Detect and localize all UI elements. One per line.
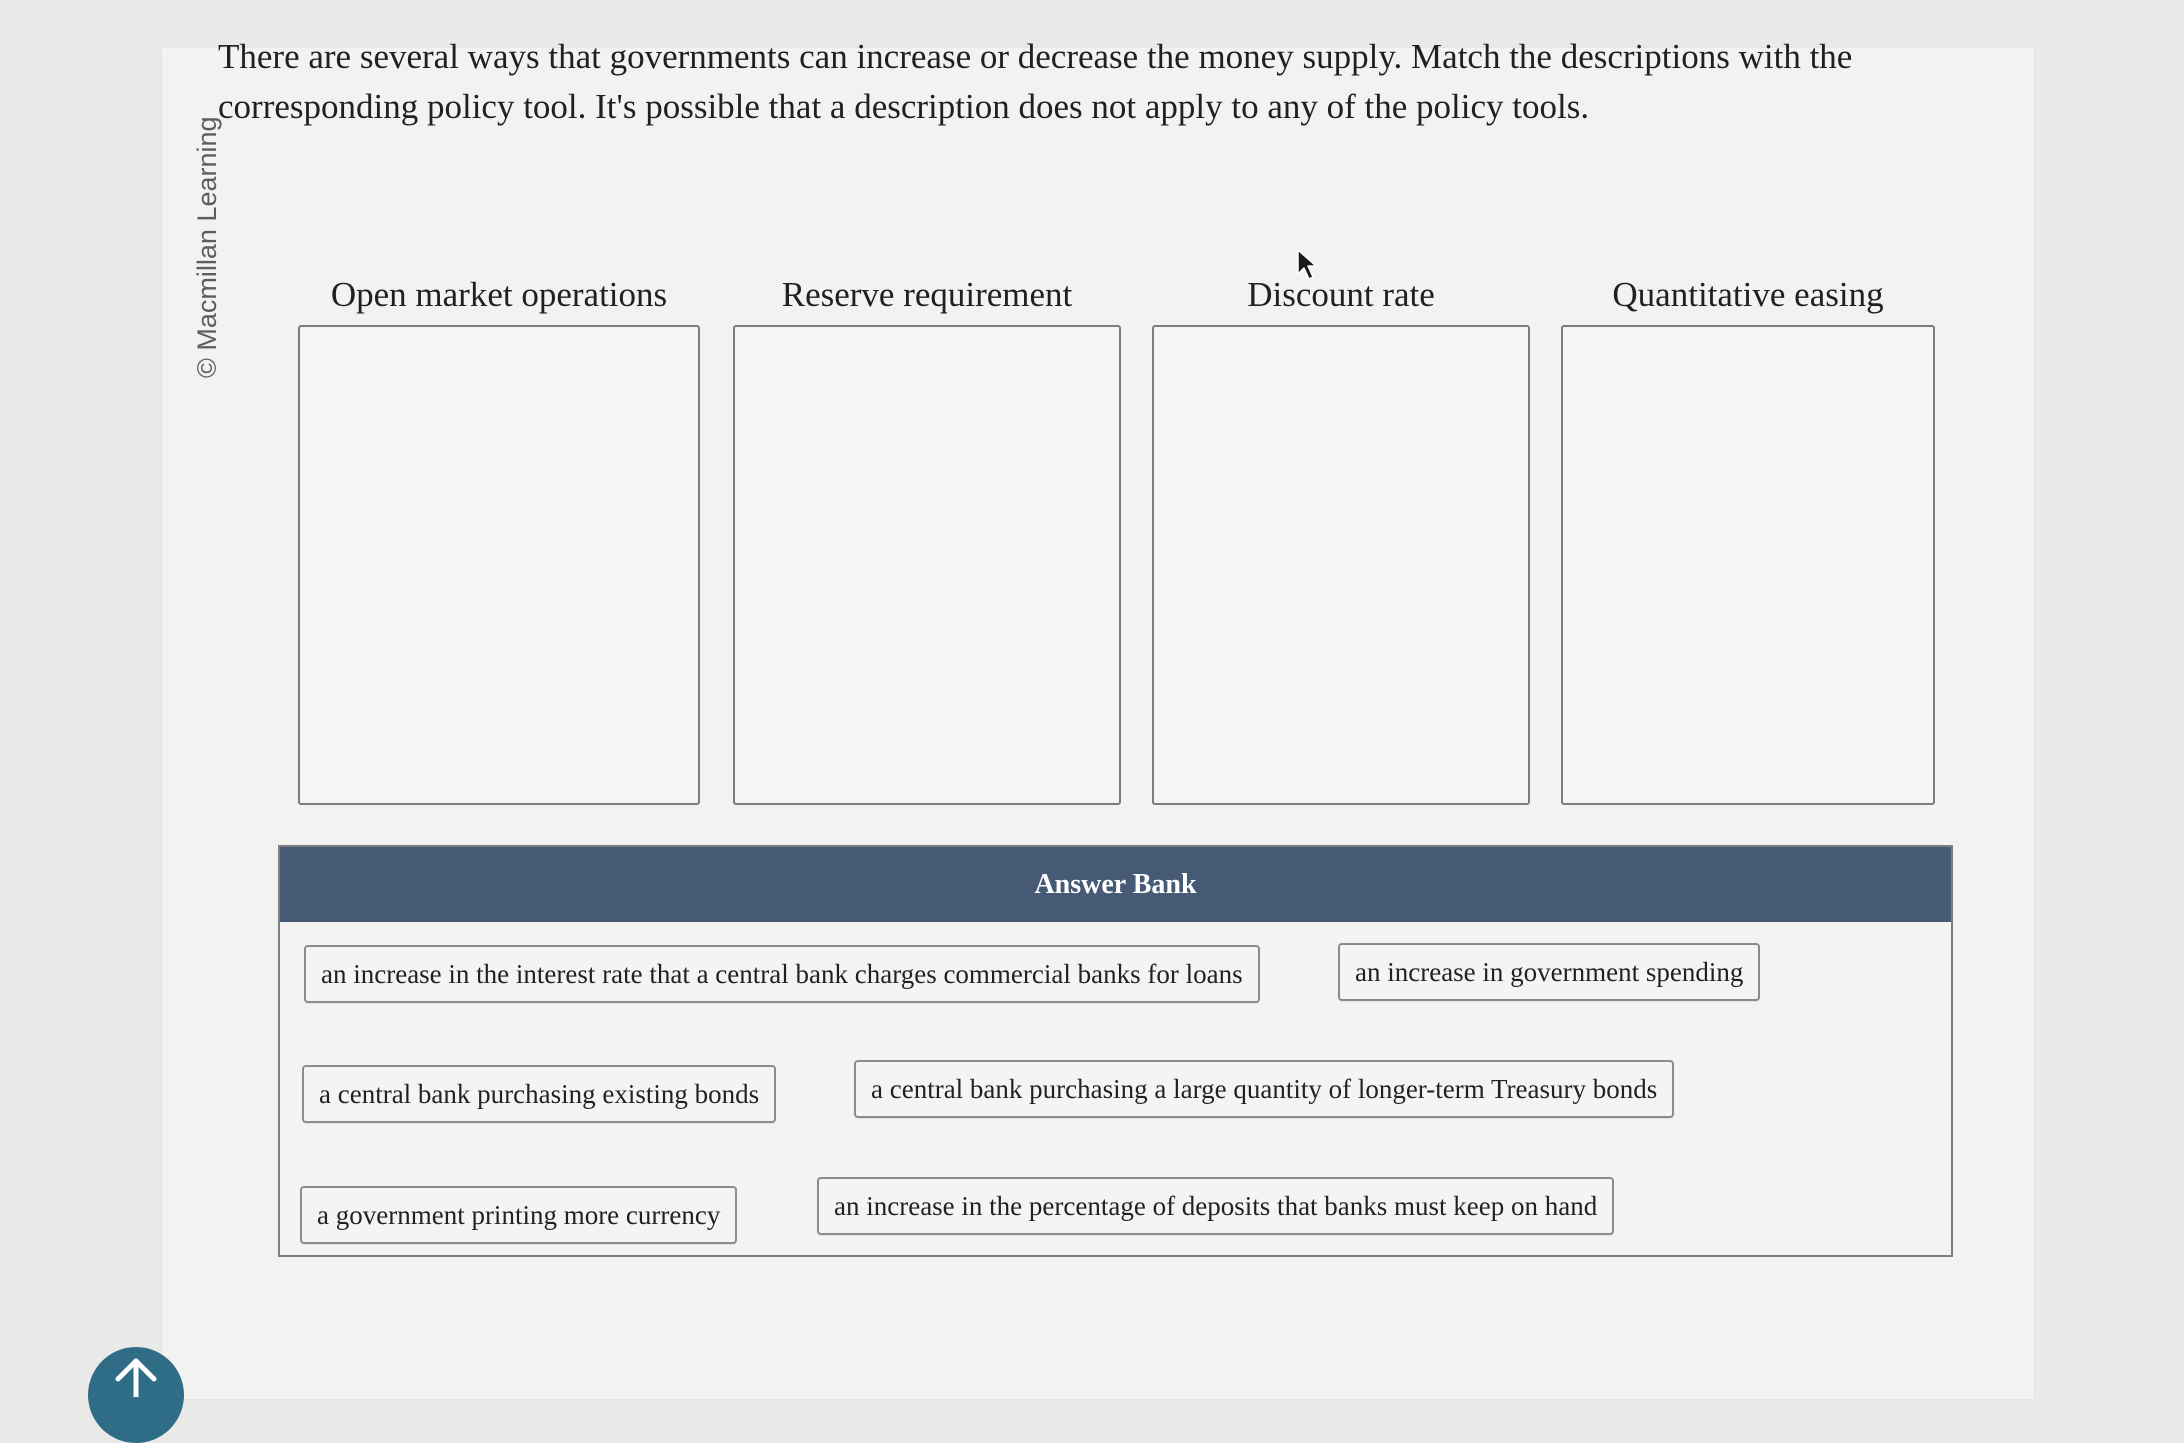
mouse-pointer-icon [1296,248,1320,282]
answer-chip[interactable]: an increase in the percentage of deposits that banks must keep on hand [817,1177,1614,1235]
target-label: Quantitative easing [1612,275,1884,314]
target-label: Reserve requirement [781,275,1073,314]
target-label: Open market operations [330,275,668,314]
answer-chip[interactable]: a government printing more currency [300,1186,737,1244]
copyright-text: © Macmillan Learning [192,116,222,378]
answer-chip[interactable]: a central bank purchasing a large quantity of longer-term Treasury bonds [854,1060,1674,1118]
answer-chip[interactable]: an increase in government spending [1338,943,1760,1001]
drop-zone-quantitative-easing[interactable] [1561,325,1935,805]
answer-chip[interactable]: an increase in the interest rate that a central bank charges commercial banks for loans [304,945,1260,1003]
drop-zone-reserve-requirement[interactable] [733,325,1121,805]
question-instructions: There are several ways that governments can increase or decrease the money supply. Match the descriptions with the corresponding policy tool. It's possible that a description does not apply to any of the policy tools. [218,37,1853,126]
answer-bank [278,845,1953,1257]
target-label: Discount rate [1247,275,1435,314]
back-button[interactable] [88,1347,184,1443]
arrow-up-icon [112,1357,160,1397]
drop-zone-open-market-operations[interactable] [298,325,700,805]
answer-bank-title: Answer Bank [280,847,1951,922]
answer-chip[interactable]: a central bank purchasing existing bonds [302,1065,776,1123]
drop-zone-discount-rate[interactable] [1152,325,1530,805]
